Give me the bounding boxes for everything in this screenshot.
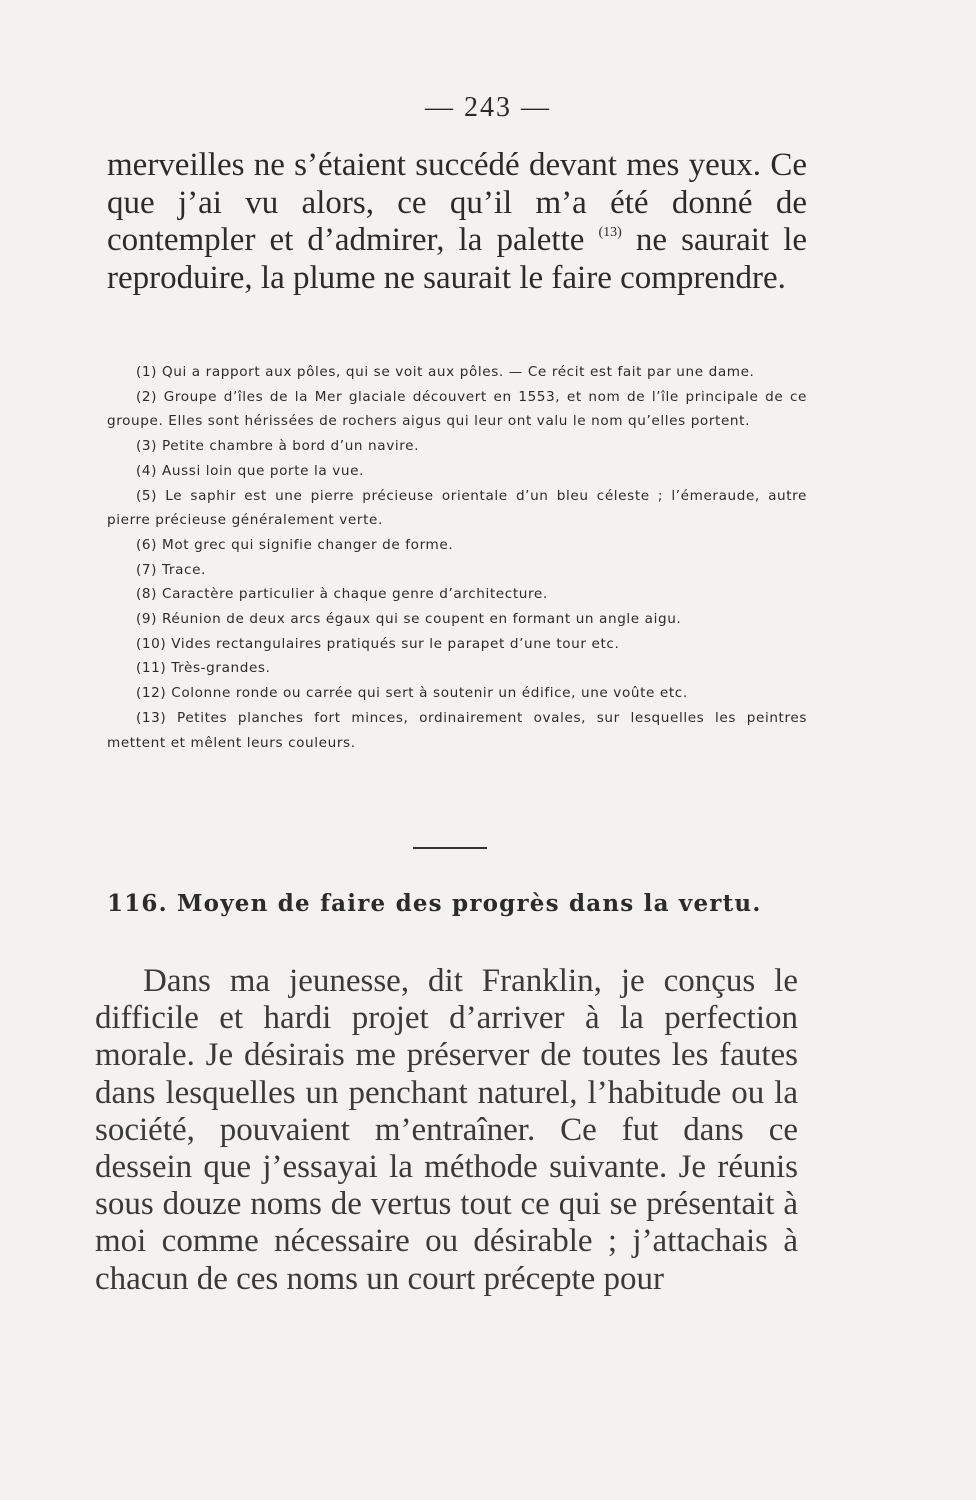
- intro-paragraph: [107, 147, 807, 297]
- section-divider: [413, 847, 487, 849]
- footnote-marker: (6): [136, 536, 158, 553]
- body-paragraph: Dans ma jeunesse, dit Franklin, je conçus le difficile et hardi projet d’arriver à la perfection morale. Je désirais me préserver de toutes les fautes dans lesquelles un penchant naturel, l’habitude ou la société, pouvaient m’entraîner. Ce fut dans ce dessein que j’essayai la méthode suivante. Je réunis sous douze noms de vertus tout ce qui se présentait à moi comme nécessaire ou désirable ; j’attachais à chacun de ces noms un court précepte pour: [95, 963, 798, 1297]
- footnote-ref-13: (13): [598, 225, 622, 240]
- footnote-marker: (5): [136, 487, 158, 504]
- footnote: [107, 434, 807, 459]
- footnote-text: Colonne ronde ou carrée qui sert à soutenir un édifice, une voûte etc.: [171, 685, 688, 702]
- footnote-text: Très-grandes.: [171, 660, 271, 677]
- footnote-marker: (3): [136, 438, 158, 455]
- intro-text-a: merveilles ne s’étaient succédé devant mes yeux. Ce que j’ai vu alors, ce qu’il m’a été donné de contempler et d’admirer, la palette: [107, 147, 807, 258]
- footnote-marker: (1): [136, 364, 158, 380]
- footnote-marker: (2): [136, 388, 158, 405]
- footnote: [107, 607, 807, 632]
- footnote-text: Réunion de deux arcs égaux qui se coupent en formant un angle aigu.: [161, 611, 682, 628]
- footnote-text: Mot grec qui signifie changer de forme.: [161, 536, 454, 553]
- footnote-text: Groupe d’îles de la Mer glaciale découvert en 1553, et nom de l’île principale de ce groupe. Elles sont hérissées de rochers aigus qui leur ont valu le nom qu’elles portent.: [107, 388, 808, 430]
- footnote: [107, 681, 807, 706]
- section-heading: 116. Moyen de faire des progrès dans la vertu.: [107, 890, 762, 917]
- footnote: [107, 533, 807, 558]
- footnote: [107, 385, 807, 434]
- footnote-marker: (8): [136, 586, 158, 603]
- footnote: [107, 459, 807, 484]
- footnote-marker: (7): [136, 561, 158, 578]
- page-number: — 243 —: [425, 92, 551, 123]
- footnote: [107, 360, 807, 385]
- footnote: [107, 484, 807, 533]
- footnote-text: Trace.: [161, 561, 206, 578]
- footnote-marker: (10): [136, 635, 167, 652]
- footnote-marker: (11): [136, 660, 167, 677]
- footnote-marker: (4): [136, 462, 158, 479]
- footnote: [107, 706, 807, 755]
- footnote-text: Petites planches fort minces, ordinairement ovales, sur lesquelles les peintres mettent et mêlent leurs couleurs.: [107, 709, 808, 751]
- intro-text-b: ne saurait le reproduire, la plume ne saurait le faire comprendre.: [107, 222, 808, 296]
- footnote: [107, 656, 807, 681]
- footnote-marker: (12): [136, 685, 167, 702]
- footnote: [107, 632, 807, 657]
- footnote-text: Caractère particulier à chaque genre d’architecture.: [161, 586, 548, 603]
- footnotes: [107, 360, 807, 755]
- footnote-text: Qui a rapport aux pôles, qui se voit aux pôles. — Ce récit est fait par une dame.: [161, 364, 755, 380]
- footnote-text: Vides rectangulaires pratiqués sur le parapet d’une tour etc.: [171, 635, 620, 652]
- footnote-marker: (9): [136, 611, 158, 628]
- footnote-marker: (13): [136, 709, 167, 726]
- section-body: [95, 963, 798, 1298]
- footnote-text: Le saphir est une pierre précieuse orientale d’un bleu céleste ; l’émeraude, autre pierre précieuse généralement verte.: [107, 487, 808, 529]
- footnote: [107, 558, 807, 583]
- footnote: [107, 582, 807, 607]
- footnote-text: Petite chambre à bord d’un navire.: [161, 438, 419, 455]
- footnote-text: Aussi loin que porte la vue.: [161, 462, 365, 479]
